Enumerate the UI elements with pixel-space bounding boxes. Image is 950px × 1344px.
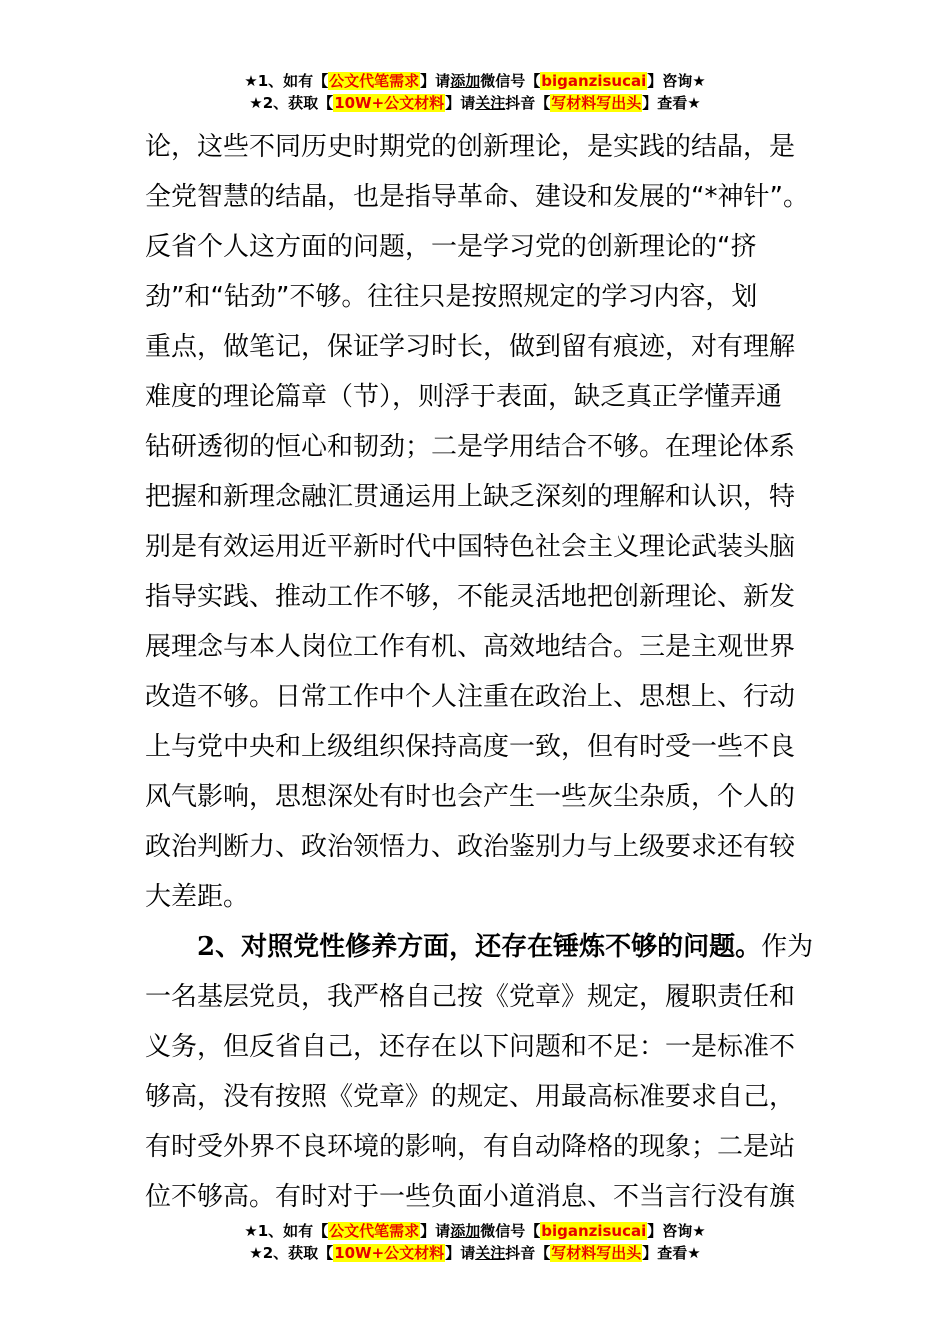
banner-2-mid2: 抖音【	[505, 1244, 551, 1262]
body-line: 上与党中央和上级组织保持高度一致，但有时受一些不良	[145, 732, 796, 762]
body-line: 展理念与本人岗位工作有机、高效地结合。三是主观世界	[145, 632, 796, 662]
banner-line-2	[0, 92, 950, 114]
body-line: 风气影响，思想深处有时也会产生一些灰尘杂质，个人的	[145, 782, 796, 812]
body-line: 别是有效运用近平新时代中国特色社会主义理论武装头脑	[145, 532, 796, 562]
body-line: 指导实践、推动工作不够，不能灵活地把创新理论、新发	[145, 582, 796, 612]
body-line: 反省个人这方面的问题，一是学习党的创新理论的“挤	[145, 232, 757, 262]
banner-2-highlight-douyin: 写材料写出头	[551, 94, 642, 112]
body-line: 把握和新理念融汇贯通运用上缺乏深刻的理解和认识，特	[145, 482, 796, 512]
banner-1-mid2: 微信号【	[480, 72, 541, 90]
banner-line-1	[0, 1220, 950, 1242]
banner-1-prefix: ★1、如有【	[244, 72, 329, 90]
body-line: 全党智慧的结晶，也是指导革命、建设和发展的“*神针”。	[145, 182, 809, 212]
banner-2-highlight-materials: 10W+公文材料	[334, 1244, 445, 1262]
section-heading-line	[145, 922, 820, 972]
section-heading: 2、对照党性修养方面，还存在锤炼不够的问题。	[197, 932, 762, 962]
banner-1-highlight-service: 公文代笔需求	[329, 1222, 420, 1240]
banner-2-underline: 关注	[475, 1244, 506, 1262]
banner-1-highlight-wechat: biganzisucai	[541, 72, 647, 90]
banner-1-suffix: 】咨询★	[647, 1222, 706, 1240]
banner-1-highlight-wechat: biganzisucai	[541, 1222, 647, 1240]
banner-2-prefix: ★2、获取【	[249, 94, 334, 112]
body-line: 一名基层党员，我严格自己按《党章》规定，履职责任和	[145, 982, 796, 1012]
body-line: 位不够高。有时对于一些负面小道消息、不当言行没有旗	[145, 1182, 796, 1212]
banner-2-suffix: 】查看★	[642, 94, 701, 112]
banner-1-mid1: 】请	[420, 1222, 451, 1240]
body-line: 政治判断力、政治领悟力、政治鉴别力与上级要求还有较	[145, 832, 796, 862]
body-line: 重点，做笔记，保证学习时长，做到留有痕迹，对有理解	[145, 332, 796, 362]
banner-line-2	[0, 1242, 950, 1264]
banner-1-underline: 添加	[450, 72, 481, 90]
header-banner	[0, 70, 950, 114]
banner-1-prefix: ★1、如有【	[244, 1222, 329, 1240]
body-line: 义务，但反省自己，还存在以下问题和不足：一是标准不	[145, 1032, 796, 1062]
banner-1-mid2: 微信号【	[480, 1222, 541, 1240]
banner-2-prefix: ★2、获取【	[249, 1244, 334, 1262]
banner-2-mid1: 】请	[445, 1244, 476, 1262]
banner-2-underline: 关注	[475, 94, 506, 112]
section-heading-rest: 作为	[761, 932, 814, 962]
body-line: 论，这些不同历史时期党的创新理论，是实践的结晶，是	[145, 132, 796, 162]
banner-1-mid1: 】请	[420, 72, 451, 90]
footer-banner	[0, 1220, 950, 1264]
body-line: 够高，没有按照《党章》的规定、用最高标准要求自己，	[145, 1082, 796, 1112]
body-line: 大差距。	[145, 882, 250, 912]
banner-line-1	[0, 70, 950, 92]
banner-2-mid1: 】请	[445, 94, 476, 112]
banner-2-suffix: 】查看★	[642, 1244, 701, 1262]
banner-1-highlight-service: 公文代笔需求	[329, 72, 420, 90]
body-line: 有时受外界不良环境的影响，有自动降格的现象；二是站	[145, 1132, 796, 1162]
banner-1-underline: 添加	[450, 1222, 481, 1240]
banner-2-mid2: 抖音【	[505, 94, 551, 112]
body-line: 钻研透彻的恒心和韧劲；二是学用结合不够。在理论体系	[145, 432, 796, 462]
body-line: 改造不够。日常工作中个人注重在政治上、思想上、行动	[145, 682, 796, 712]
banner-2-highlight-materials: 10W+公文材料	[334, 94, 445, 112]
body-line: 难度的理论篇章（节），则浮于表面，缺乏真正学懂弄通	[145, 382, 783, 412]
banner-1-suffix: 】咨询★	[647, 72, 706, 90]
banner-2-highlight-douyin: 写材料写出头	[551, 1244, 642, 1262]
body-line: 劲”和“钻劲”不够。往往只是按照规定的学习内容，划	[145, 282, 758, 312]
document-body	[145, 122, 820, 1222]
